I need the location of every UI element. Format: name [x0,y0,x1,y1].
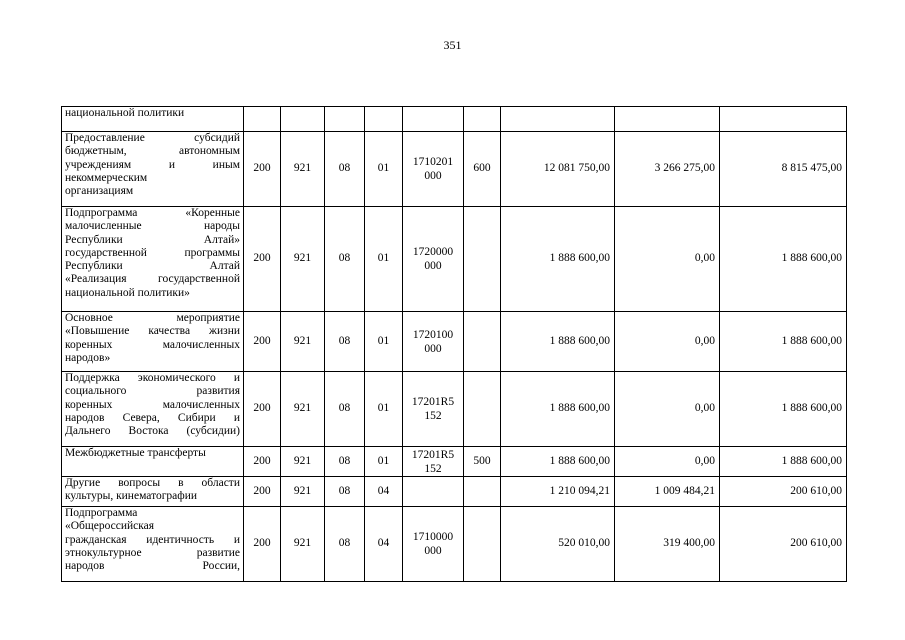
row-name-line: Межбюджетные трансферты [65,447,206,459]
amount-regional-cell: 0,00 [615,207,720,312]
amount-regional-cell [615,107,720,132]
row-name [62,447,244,477]
subsection-code-cell: 04 [365,477,403,507]
row-name [62,207,244,312]
table-row [62,207,847,312]
amount-total-cell: 1 888 600,00 [501,372,615,447]
budget-table [61,106,847,582]
ministry-code-cell: 921 [281,507,325,582]
target-code-cell [403,107,464,132]
row-name-line: некоммерческим [65,171,148,184]
target-code-line: 1710201 [412,156,454,168]
amount-total-cell: 1 888 600,00 [501,447,615,477]
table-row [62,312,847,372]
row-name-line: Дальнего Востока (субсидии) [65,425,240,438]
subsection-code-cell: 01 [365,447,403,477]
expense-type-cell [464,507,501,582]
section-code-cell [325,107,365,132]
gr-code-cell [244,107,281,132]
row-name-line: государственной программы [65,246,240,259]
ministry-code-cell: 921 [281,312,325,372]
row-name-line: Предоставление субсидий [65,132,240,144]
gr-code-cell: 200 [244,132,281,207]
table-row [62,372,847,447]
expense-type-cell [464,372,501,447]
row-name [62,312,244,372]
row-name-line: народов России, [65,560,240,573]
row-name-line: малочисленные народы [65,220,240,233]
amount-total-cell: 12 081 750,00 [501,132,615,207]
gr-code-cell: 200 [244,207,281,312]
row-name-line: национальной политики [65,107,185,119]
row-name-line: Другие вопросы в области [65,477,240,489]
section-code-cell: 08 [325,207,365,312]
target-code-line: 1720000 [412,246,454,258]
target-code-cell [403,477,464,507]
amount-federal-cell: 1 888 600,00 [720,207,847,312]
row-name-line: коренных малочисленных [65,338,240,351]
table-row [62,507,847,582]
amount-total-cell [501,107,615,132]
expense-type-cell: 600 [464,132,501,207]
row-name-line: национальной политики» [65,286,190,299]
amount-federal-cell: 200 610,00 [720,507,847,582]
subsection-code-cell: 01 [365,132,403,207]
row-name-line: народов Севера, Сибири и [65,411,240,424]
subsection-code-cell: 04 [365,507,403,582]
target-code-line: 000 [424,170,442,182]
page-number: 351 [443,38,462,52]
amount-federal-cell: 200 610,00 [720,477,847,507]
subsection-code-cell: 01 [365,372,403,447]
row-name-line: народов» [65,351,111,364]
table-row [62,447,847,477]
row-name-line: культуры, кинематографии [65,490,198,503]
expense-type-cell [464,477,501,507]
ministry-code-cell: 921 [281,372,325,447]
expense-type-cell: 500 [464,447,501,477]
gr-code-cell: 200 [244,507,281,582]
amount-federal-cell [720,107,847,132]
target-code-cell [403,372,464,447]
row-name-line: гражданская идентичность и [65,533,240,546]
amount-federal-cell: 1 888 600,00 [720,372,847,447]
gr-code-cell: 200 [244,477,281,507]
expense-type-cell [464,312,501,372]
target-code-line: 17201R5 [411,396,455,408]
section-code-cell: 08 [325,132,365,207]
section-code-cell: 08 [325,312,365,372]
ministry-code-cell: 921 [281,132,325,207]
subsection-code-cell: 01 [365,207,403,312]
ministry-code-cell: 921 [281,447,325,477]
table-row [62,132,847,207]
section-code-cell: 08 [325,372,365,447]
ministry-code-cell [281,107,325,132]
amount-regional-cell: 0,00 [615,312,720,372]
target-code-line: 000 [424,342,442,355]
gr-code-cell: 200 [244,447,281,477]
target-code-line: 1720100 [412,328,454,341]
ministry-code-cell: 921 [281,207,325,312]
row-name-line: учреждениям и иным [65,158,240,171]
subsection-code-cell: 01 [365,312,403,372]
row-name-line: социального развития [65,385,240,398]
row-name-line: Подпрограмма «Коренные [65,207,240,219]
amount-federal-cell: 8 815 475,00 [720,132,847,207]
table-row [62,107,847,132]
row-name [62,372,244,447]
target-code-line: 1710000 [412,531,454,543]
subsection-code-cell [365,107,403,132]
target-code-line: 000 [424,545,442,557]
row-name-line: «Общероссийская [65,520,155,533]
row-name [62,132,244,207]
section-code-cell: 08 [325,477,365,507]
amount-total-cell: 1 888 600,00 [501,207,615,312]
table-body [62,107,847,582]
amount-federal-cell: 1 888 600,00 [720,447,847,477]
ministry-code-cell: 921 [281,477,325,507]
amount-regional-cell: 319 400,00 [615,507,720,582]
amount-total-cell: 520 010,00 [501,507,615,582]
row-name-line: Поддержка экономического и [65,372,240,384]
target-code-line: 152 [424,462,442,475]
row-name-line: Республики Алтай» [65,233,240,246]
row-name-line: организациям [65,185,134,198]
row-name-line: Основное мероприятие [65,312,240,324]
row-name-line: Подпрограмма [65,507,138,519]
table-row [62,477,847,507]
row-name [62,507,244,582]
row-name-line: коренных малочисленных [65,398,240,411]
amount-total-cell: 1 888 600,00 [501,312,615,372]
gr-code-cell: 200 [244,312,281,372]
amount-federal-cell: 1 888 600,00 [720,312,847,372]
row-name [62,477,244,507]
row-name-line: бюджетным, автономным [65,145,240,158]
target-code-line: 17201R5 [411,448,455,461]
row-name-line: Республики Алтай [65,260,240,273]
expense-type-cell [464,207,501,312]
row-name-line: этнокультурное развитие [65,546,240,559]
target-code-cell [403,447,464,477]
target-code-cell [403,312,464,372]
amount-regional-cell: 0,00 [615,447,720,477]
target-code-cell [403,507,464,582]
section-code-cell: 08 [325,507,365,582]
amount-regional-cell: 3 266 275,00 [615,132,720,207]
row-name-line: «Реализация государственной [65,273,240,286]
row-name [62,107,244,132]
amount-regional-cell: 1 009 484,21 [615,477,720,507]
target-code-cell [403,207,464,312]
expense-type-cell [464,107,501,132]
section-code-cell: 08 [325,447,365,477]
gr-code-cell: 200 [244,372,281,447]
target-code-line: 152 [424,410,442,422]
target-code-line: 000 [424,260,442,272]
amount-regional-cell: 0,00 [615,372,720,447]
target-code-cell [403,132,464,207]
row-name-line: «Повышение качества жизни [65,325,240,338]
amount-total-cell: 1 210 094,21 [501,477,615,507]
